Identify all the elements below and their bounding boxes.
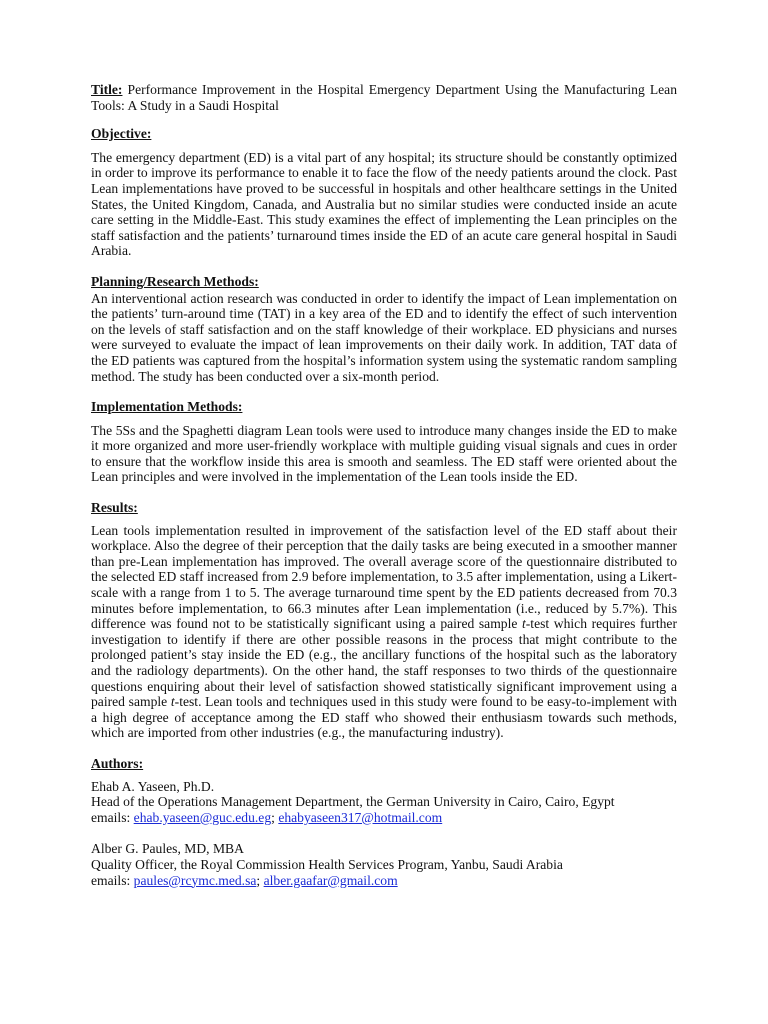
author-position: Head of the Operations Management Department, the German University in Cairo, Cairo, Egypt xyxy=(91,794,615,810)
abstract-content xyxy=(91,82,677,904)
author-position: Quality Officer, the Royal Commission Health Services Program, Yanbu, Saudi Arabia xyxy=(91,856,563,872)
t-italic-1: t xyxy=(522,616,526,632)
title-label: Title: xyxy=(91,82,123,97)
author-emails: emails: ehab.yaseen@guc.edu.eg; ehabyaseen317@hotmail.com xyxy=(91,809,443,825)
author-emails: emails: paules@rcymc.med.sa; alber.gaafar@gmail.com xyxy=(91,872,398,888)
authors-heading: Authors: xyxy=(91,755,144,771)
author-block xyxy=(91,841,677,888)
email-link[interactable]: ehab.yaseen@guc.edu.eg xyxy=(133,809,272,825)
title-text: Performance Improvement in the Hospital Emergency Department Using the Manufacturing Lean Tools: A Study in a Saudi Hospital xyxy=(91,82,677,113)
planning-text: An interventional action research was conducted in order to identify the impact of Lean implementation on the patients’ turn-around time (TAT) in a key area of the ED and to identify the effect of such intervention on the levels of staff satisfaction and on the staff knowledge of their workplace. ED physicians and nurses were surveyed to evaluate the impact of lean improvements on their daily work. In addition, TAT data of the ED patients was captured from the hospital’s information system using the systematic random sampling method. The study has been conducted over a six-month period. xyxy=(91,290,677,384)
results-heading: Results: xyxy=(91,500,138,516)
email-link[interactable]: alber.gaafar@gmail.com xyxy=(263,872,398,888)
planning-heading: Planning/Research Methods: xyxy=(91,273,259,289)
email-link[interactable]: ehabyaseen317@hotmail.com xyxy=(278,809,443,825)
objective-text: The emergency department (ED) is a vital part of any hospital; its structure should be constantly optimized in order to improve its performance to enable it to face the flow of the needy patients around the clock. Past Lean implementations have proved to be successful in hospitals and other healthcare settings in the United States, the United Kingdom, Canada, and Australia but no similar studies were conducted inside an acute care setting in the Middle-East. This study examines the effect of implementing the Lean principles on the staff satisfaction and the patients’ turnaround times inside the ED of an acute care general hospital in Saudi Arabia. xyxy=(91,149,677,259)
t-italic-2: t xyxy=(170,694,175,710)
title-block xyxy=(91,82,677,113)
author-block xyxy=(91,779,677,826)
author-name: Alber G. Paules, MD, MBA xyxy=(91,841,244,857)
author-name: Ehab A. Yaseen, Ph.D. xyxy=(91,778,215,794)
email-link[interactable]: paules@rcymc.med.sa xyxy=(133,872,257,888)
results-text: Lean tools implementation resulted in improvement of the satisfaction level of the ED staff about their workplace. Also the degree of their perception that the daily tasks are being executed in a smoother manner than pre-Lean implementation has improved. The overall average score of the questionnaire distributed to the selected ED staff increased from 2.9 before implementation, to 3.5 after implementation, using a Likert-scale with a range from 1 to 5. The average turnaround time spent by the ED patients decreased from 70.3 minutes before implementation, to 66.3 minutes after Lean implementation (i.e., reduced by 5.7%). This difference was found not to be statistically significant using a paired sample t-test which requires further investigation to identify if there are other possible reasons in the process that might contribute to the prolonged patient’s stay inside the ED (e.g., the ancillary functions of the hospital such as the laboratory and the radiology departments). On the other hand, the staff responses to two thirds of the questionnaire questions enquiring about their level of satisfaction showed statistically significant improvement using a paired sample t-test. Lean tools and techniques used in this study were found to be easy-to-implement with a high degree of acceptance among the ED staff who showed their enthusiasm towards such methods, which are imported from other industries (e.g., the manufacturing industry). xyxy=(91,522,677,741)
objective-heading: Objective: xyxy=(91,126,152,142)
implementation-heading: Implementation Methods: xyxy=(91,399,243,415)
implementation-text: The 5Ss and the Spaghetti diagram Lean tools were used to introduce many changes inside the ED to make it more organized and more user-friendly workplace with multiple guiding visual signals and cues in order to ensure that the workflow inside this area is smooth and seamless. The ED staff were oriented about the Lean principles and were involved in the implementation of the Lean tools inside the ED. xyxy=(91,422,677,485)
